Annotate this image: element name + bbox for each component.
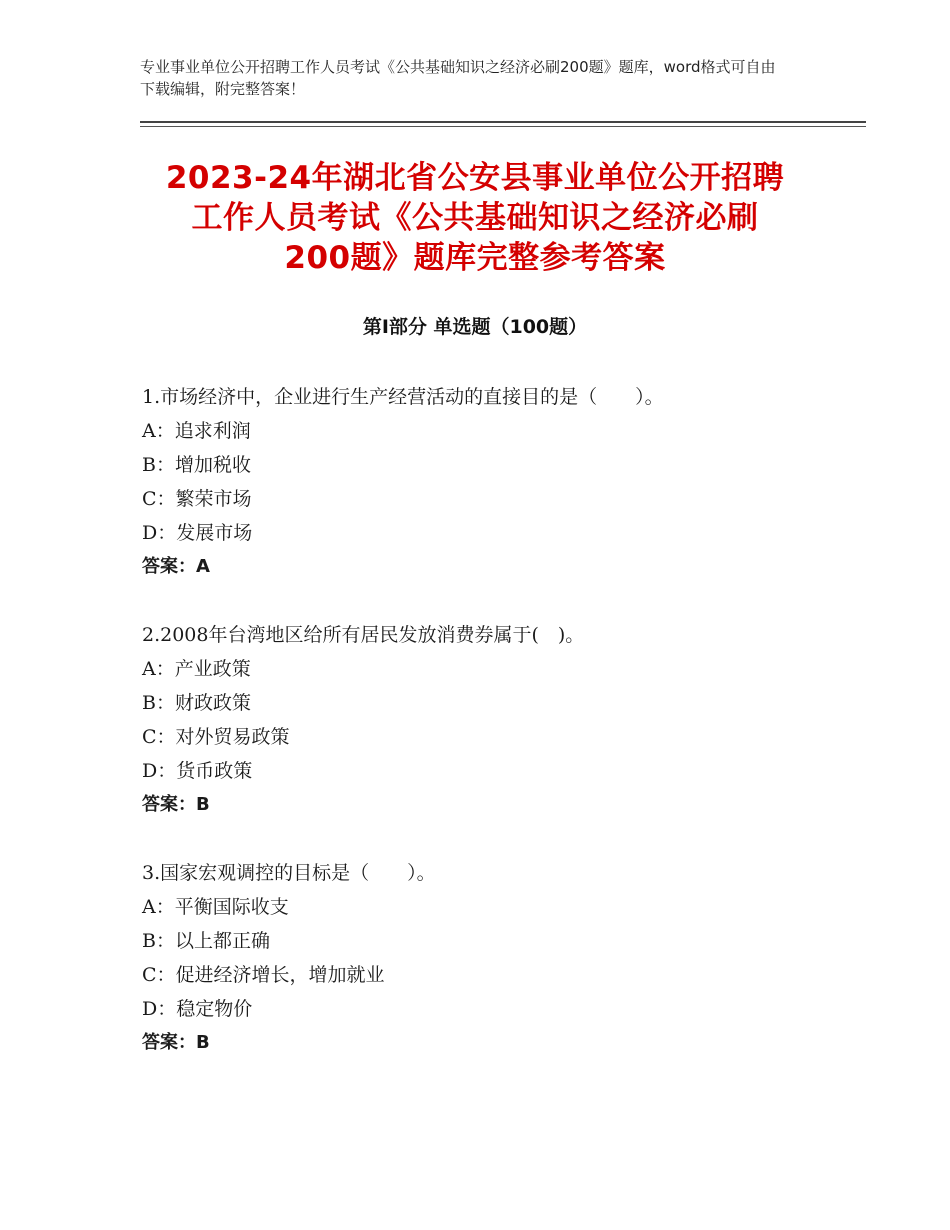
section-title: 第Ⅰ部分 单选题（100题） (362, 316, 588, 338)
option-b: B：以上都正确 (142, 930, 270, 952)
question-stem: 3.国家宏观调控的目标是（ ）。 (142, 862, 436, 884)
header-rule-thick (140, 121, 866, 123)
option-a: A：平衡国际收支 (142, 896, 289, 918)
answer: 答案：B (142, 794, 210, 815)
option-c: C：繁荣市场 (142, 488, 252, 510)
option-c: C：促进经济增长，增加就业 (142, 964, 385, 986)
answer: 答案：A (142, 556, 210, 577)
option-a: A：追求利润 (142, 420, 251, 442)
option-d: D：货币政策 (142, 760, 253, 782)
title-line-3: 200题》题库完整参考答案 (284, 240, 666, 276)
question-3 (142, 856, 862, 1060)
question-stem: 2.2008年台湾地区给所有居民发放消费券属于( )。 (142, 624, 585, 646)
option-d: D：稳定物价 (142, 998, 253, 1020)
question-1 (142, 380, 862, 584)
option-c: C：对外贸易政策 (142, 726, 290, 748)
answer: 答案：B (142, 1032, 210, 1053)
option-a: A：产业政策 (142, 658, 251, 680)
title-line-2: 工作人员考试《公共基础知识之经济必刷 (191, 200, 759, 236)
question-2 (142, 618, 862, 822)
option-b: B：增加税收 (142, 454, 251, 476)
title-line-1: 2023-24年湖北省公安县事业单位公开招聘 (165, 160, 785, 196)
header-rule-thin (140, 126, 866, 127)
header-note: 专业事业单位公开招聘工作人员考试《公共基础知识之经济必刷200题》题库，word格式可自由下载编辑，附完整答案！ (140, 58, 776, 98)
document-title (120, 158, 830, 278)
option-b: B：财政政策 (142, 692, 251, 714)
question-list (142, 380, 862, 1094)
question-stem: 1.市场经济中，企业进行生产经营活动的直接目的是（ ）。 (142, 386, 664, 408)
option-d: D：发展市场 (142, 522, 253, 544)
